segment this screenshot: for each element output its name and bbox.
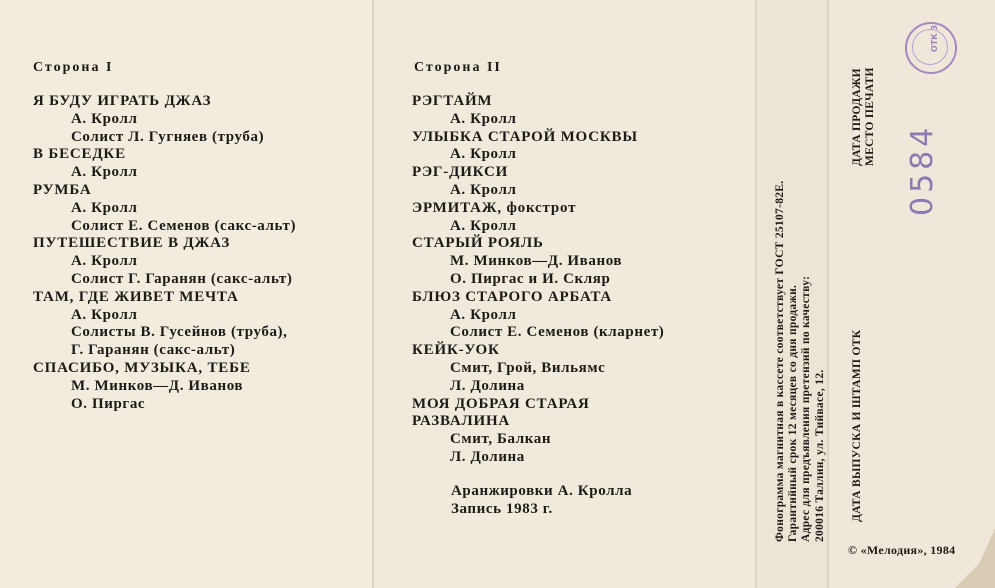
track-title: ЭРМИТАЖ, фокстрот [412, 199, 577, 216]
track-credit: А. Кролл [450, 110, 517, 127]
track-credit: А. Кролл [450, 217, 517, 234]
track-credit: М. Минков—Д. Иванов [450, 253, 623, 270]
track-credit: А. Кролл [450, 181, 517, 198]
side-one-track-list [33, 93, 296, 413]
track-credit: Солист Л. Гугняев (труба) [71, 128, 265, 145]
track-credit: Солист Е. Семенов (кларнет) [450, 324, 665, 341]
info-line: Адрес для предъявления претензий по качеству: [800, 275, 813, 542]
track-title: РЭГ-ДИКСИ [412, 164, 509, 181]
track-title: ТАМ, ГДЕ ЖИВЕТ МЕЧТА [33, 288, 239, 305]
stamp-place-label: МЕСТО ПЕЧАТИ [864, 67, 877, 166]
track-credit: М. Минков—Д. Иванов [71, 377, 244, 394]
otk-stamp [905, 22, 957, 74]
info-line: Фонограмма магнитная в кассете соответствует ГОСТ 25107-82Е. [774, 180, 786, 542]
track-title: МОЯ ДОБРАЯ СТАРАЯ [412, 395, 590, 412]
track-title: БЛЮЗ СТАРОГО АРБАТА [412, 288, 613, 305]
track-credit: Смит, Балкан [450, 431, 552, 448]
fold-line [372, 0, 374, 588]
info-line: Гарантийный срок 12 месяцев со дня продажи. [787, 284, 800, 542]
track-credit: А. Кролл [71, 110, 138, 127]
side-two-heading: Сторона II [414, 60, 502, 75]
arrangements-note: Аранжировки А. Кролла [451, 483, 633, 499]
track-credit: А. Кролл [450, 146, 517, 163]
track-title: УЛЫБКА СТАРОЙ МОСКВЫ [412, 128, 638, 145]
track-credit: А. Кролл [450, 306, 517, 323]
track-credit: А. Кролл [71, 306, 138, 323]
track-title: СПАСИБО, МУЗЫКА, ТЕБЕ [33, 359, 251, 376]
track-credit: А. Кролл [71, 199, 138, 216]
track-credit: Г. Гаранян (сакс-альт) [71, 342, 236, 359]
side-two-track-list [412, 93, 664, 467]
track-credit: Л. Долина [450, 448, 525, 465]
sale-date-block [851, 67, 877, 166]
track-title: РЭГТАЙМ [412, 93, 493, 109]
technical-info-block [774, 181, 827, 542]
recording-note: Запись 1983 г. [451, 501, 553, 517]
track-title: В БЕСЕДКЕ [33, 146, 126, 163]
track-title: РУМБА [33, 181, 92, 198]
track-title: Я БУДУ ИГРАТЬ ДЖАЗ [33, 93, 212, 109]
track-credit: А. Кролл [71, 164, 138, 181]
track-credit: Смит, Грой, Вильямс [450, 359, 606, 376]
track-credit: Солист Г. Гаранян (сакс-альт) [71, 270, 293, 287]
track-title: ПУТЕШЕСТВИЕ В ДЖАЗ [33, 235, 231, 252]
fold-line [755, 0, 757, 588]
fold-line [827, 0, 829, 588]
track-title: РАЗВАЛИНА [412, 413, 511, 430]
track-credit: О. Пиргас и И. Скляр [450, 270, 611, 287]
track-credit: Л. Долина [450, 377, 525, 394]
sale-date-label: ДАТА ПРОДАЖИ [851, 68, 863, 166]
side-one-heading: Сторона I [33, 60, 114, 75]
track-credit: Солист Е. Семенов (сакс-альт) [71, 217, 297, 234]
info-line: 200016 Таллин, ул. Тийвасе, 12. [813, 369, 826, 542]
handwritten-number: 0584 [905, 123, 940, 216]
track-credit: Солисты В. Гусейнов (труба), [71, 324, 288, 341]
track-credit: А. Кролл [71, 253, 138, 270]
stamp-text: ОТК 3 [930, 24, 940, 53]
release-date-label: ДАТА ВЫПУСКА И ШТАМП ОТК [851, 329, 863, 522]
track-credit: О. Пиргас [71, 395, 146, 412]
track-title: СТАРЫЙ РОЯЛЬ [412, 235, 544, 252]
copyright-notice: © «Мелодия», 1984 [848, 543, 956, 557]
track-title: КЕЙК-УОК [412, 342, 500, 359]
